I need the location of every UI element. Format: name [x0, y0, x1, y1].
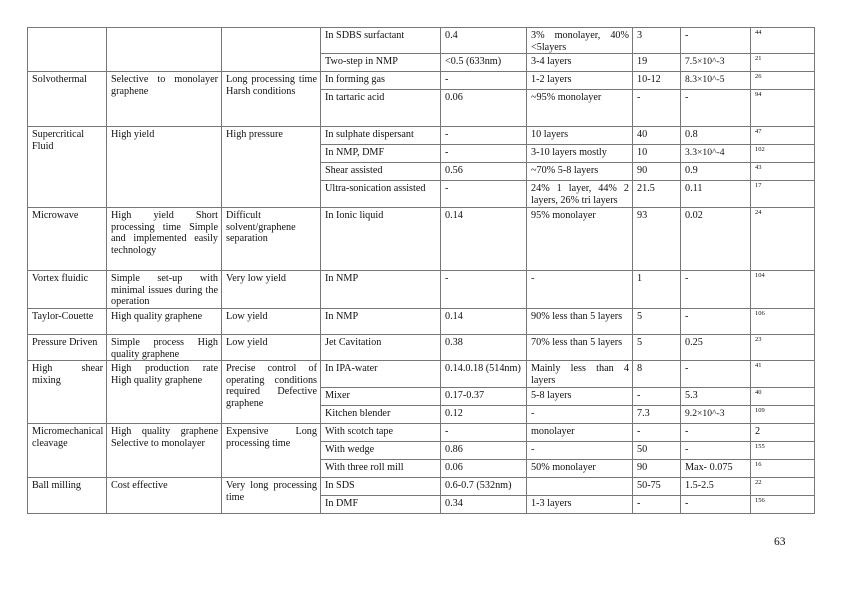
method-cell: Microwave [28, 208, 107, 271]
advantages-cell: High yield [107, 127, 222, 208]
table-row [28, 271, 815, 309]
layers-cell: 1-2 layers [527, 72, 633, 90]
value-cell: - [633, 388, 681, 406]
advantages-cell [107, 28, 222, 72]
value-cell: 1 [633, 271, 681, 309]
value-cell: 5 [633, 335, 681, 361]
value-cell: 0.14.0.18 (514nm) [441, 361, 527, 388]
reference-cell: 21 [751, 54, 815, 72]
table-row [28, 361, 815, 388]
value-cell: - [681, 424, 751, 442]
value-cell: 21.5 [633, 181, 681, 208]
medium-cell: With scotch tape [321, 424, 441, 442]
advantages-cell: High production rate High quality graphene [107, 361, 222, 424]
layers-cell: 24% 1 layer, 44% 2 layers, 26% tri layers [527, 181, 633, 208]
layers-cell: ~95% monolayer [527, 90, 633, 127]
table-row [28, 28, 815, 54]
layers-cell: monolayer [527, 424, 633, 442]
value-cell: 40 [633, 127, 681, 145]
value-cell: 0.17-0.37 [441, 388, 527, 406]
table-row [28, 72, 815, 90]
value-cell: - [681, 271, 751, 309]
value-cell: - [681, 496, 751, 514]
method-cell: Vortex fluidic [28, 271, 107, 309]
reference-cell: 41 [751, 361, 815, 388]
value-cell: 5.3 [681, 388, 751, 406]
value-cell: - [681, 361, 751, 388]
layers-cell: 1-3 layers [527, 496, 633, 514]
layers-cell: 95% monolayer [527, 208, 633, 271]
value-cell: 0.56 [441, 163, 527, 181]
value-cell: 0.9 [681, 163, 751, 181]
disadvantages-cell: Long processing time Harsh conditions [222, 72, 321, 127]
method-cell: Taylor-Couette [28, 309, 107, 335]
value-cell: - [441, 127, 527, 145]
value-cell: 0.11 [681, 181, 751, 208]
value-cell: - [681, 90, 751, 127]
value-cell: 0.25 [681, 335, 751, 361]
disadvantages-cell: Very low yield [222, 271, 321, 309]
advantages-cell: Selective to monolayer graphene [107, 72, 222, 127]
value-cell: - [681, 28, 751, 54]
disadvantages-cell: Low yield [222, 309, 321, 335]
reference-cell: 104 [751, 271, 815, 309]
medium-cell: Jet Cavitation [321, 335, 441, 361]
method-cell [28, 28, 107, 72]
reference-cell: 47 [751, 127, 815, 145]
value-cell: 50-75 [633, 478, 681, 496]
method-cell: Solvothermal [28, 72, 107, 127]
layers-cell: 3-4 layers [527, 54, 633, 72]
value-cell: - [441, 72, 527, 90]
reference-cell: 109 [751, 406, 815, 424]
reference-cell: 17 [751, 181, 815, 208]
layers-cell: 70% less than 5 layers [527, 335, 633, 361]
value-cell: - [681, 442, 751, 460]
reference-cell: 94 [751, 90, 815, 127]
value-cell: 10-12 [633, 72, 681, 90]
layers-cell: 50% monolayer [527, 460, 633, 478]
value-cell: 0.14 [441, 208, 527, 271]
reference-cell: 24 [751, 208, 815, 271]
method-cell: Supercritical Fluid [28, 127, 107, 208]
disadvantages-cell [222, 28, 321, 72]
layers-cell: - [527, 406, 633, 424]
table-row [28, 424, 815, 442]
value-cell: 0.34 [441, 496, 527, 514]
reference-cell: 26 [751, 72, 815, 90]
medium-cell: In Ionic liquid [321, 208, 441, 271]
layers-cell: 10 layers [527, 127, 633, 145]
value-cell: 0.06 [441, 460, 527, 478]
value-cell: 8.3×10^-5 [681, 72, 751, 90]
value-cell: 7.3 [633, 406, 681, 424]
value-cell: - [633, 90, 681, 127]
reference-cell: 40 [751, 388, 815, 406]
layers-cell: 90% less than 5 layers [527, 309, 633, 335]
reference-cell: 2 [751, 424, 815, 442]
reference-cell: 156 [751, 496, 815, 514]
medium-cell: In SDBS surfactant [321, 28, 441, 54]
disadvantages-cell: Precise control of operating conditions required Defective graphene [222, 361, 321, 424]
layers-cell: - [527, 442, 633, 460]
medium-cell: In forming gas [321, 72, 441, 90]
value-cell: 1.5-2.5 [681, 478, 751, 496]
table-row [28, 127, 815, 145]
value-cell: 0.86 [441, 442, 527, 460]
disadvantages-cell: Low yield [222, 335, 321, 361]
reference-cell: 16 [751, 460, 815, 478]
disadvantages-cell: Very long processing time [222, 478, 321, 514]
medium-cell: In NMP, DMF [321, 145, 441, 163]
advantages-cell: Simple set-up with minimal issues during the operation [107, 271, 222, 309]
advantages-cell: Simple process High quality graphene [107, 335, 222, 361]
graphene-methods-table [27, 27, 815, 514]
reference-cell: 43 [751, 163, 815, 181]
layers-cell: 3-10 layers mostly [527, 145, 633, 163]
reference-cell: 23 [751, 335, 815, 361]
method-cell: Micromechanical cleavage [28, 424, 107, 478]
value-cell: - [441, 271, 527, 309]
value-cell: 0.4 [441, 28, 527, 54]
medium-cell: In tartaric acid [321, 90, 441, 127]
value-cell: - [633, 424, 681, 442]
reference-cell: 155 [751, 442, 815, 460]
reference-cell: 44 [751, 28, 815, 54]
value-cell: 10 [633, 145, 681, 163]
value-cell: 0.14 [441, 309, 527, 335]
value-cell: 0.06 [441, 90, 527, 127]
layers-cell: - [527, 271, 633, 309]
advantages-cell: Cost effective [107, 478, 222, 514]
advantages-cell: High yield Short processing time Simple and implemented easily technology [107, 208, 222, 271]
value-cell: - [633, 496, 681, 514]
disadvantages-cell: High pressure [222, 127, 321, 208]
medium-cell: In NMP [321, 271, 441, 309]
value-cell: 3.3×10^-4 [681, 145, 751, 163]
value-cell: - [441, 181, 527, 208]
medium-cell: Ultra-sonication assisted [321, 181, 441, 208]
layers-cell: Mainly less than 4 layers [527, 361, 633, 388]
value-cell: 0.6-0.7 (532nm) [441, 478, 527, 496]
medium-cell: Kitchen blender [321, 406, 441, 424]
value-cell: 90 [633, 163, 681, 181]
value-cell: 8 [633, 361, 681, 388]
method-cell: Pressure Driven [28, 335, 107, 361]
medium-cell: With wedge [321, 442, 441, 460]
medium-cell: With three roll mill [321, 460, 441, 478]
advantages-cell: High quality graphene Selective to monolayer [107, 424, 222, 478]
table-row [28, 335, 815, 361]
medium-cell: Shear assisted [321, 163, 441, 181]
value-cell: 93 [633, 208, 681, 271]
value-cell: - [441, 145, 527, 163]
method-cell: Ball milling [28, 478, 107, 514]
medium-cell: In sulphate dispersant [321, 127, 441, 145]
reference-cell: 22 [751, 478, 815, 496]
value-cell: 3 [633, 28, 681, 54]
value-cell: Max- 0.075 [681, 460, 751, 478]
value-cell: 0.12 [441, 406, 527, 424]
page-number: 63 [774, 536, 786, 548]
value-cell: 0.8 [681, 127, 751, 145]
value-cell: 19 [633, 54, 681, 72]
table-row [28, 478, 815, 496]
disadvantages-cell: Expensive Long processing time [222, 424, 321, 478]
layers-cell: ~70% 5-8 layers [527, 163, 633, 181]
layers-cell: 3% monolayer, 40% <5layers [527, 28, 633, 54]
layers-cell [527, 478, 633, 496]
disadvantages-cell: Difficult solvent/graphene separation [222, 208, 321, 271]
medium-cell: In SDS [321, 478, 441, 496]
medium-cell: Two-step in NMP [321, 54, 441, 72]
reference-cell: 102 [751, 145, 815, 163]
medium-cell: In IPA-water [321, 361, 441, 388]
value-cell: 0.02 [681, 208, 751, 271]
layers-cell: 5-8 layers [527, 388, 633, 406]
value-cell: 90 [633, 460, 681, 478]
value-cell: 5 [633, 309, 681, 335]
medium-cell: Mixer [321, 388, 441, 406]
value-cell: 7.5×10^-3 [681, 54, 751, 72]
medium-cell: In DMF [321, 496, 441, 514]
table-row [28, 309, 815, 335]
value-cell: <0.5 (633nm) [441, 54, 527, 72]
value-cell: - [441, 424, 527, 442]
table-row [28, 208, 815, 271]
value-cell: 9.2×10^-3 [681, 406, 751, 424]
medium-cell: In NMP [321, 309, 441, 335]
advantages-cell: High quality graphene [107, 309, 222, 335]
method-cell: High shear mixing [28, 361, 107, 424]
value-cell: - [681, 309, 751, 335]
value-cell: 0.38 [441, 335, 527, 361]
value-cell: 50 [633, 442, 681, 460]
reference-cell: 106 [751, 309, 815, 335]
